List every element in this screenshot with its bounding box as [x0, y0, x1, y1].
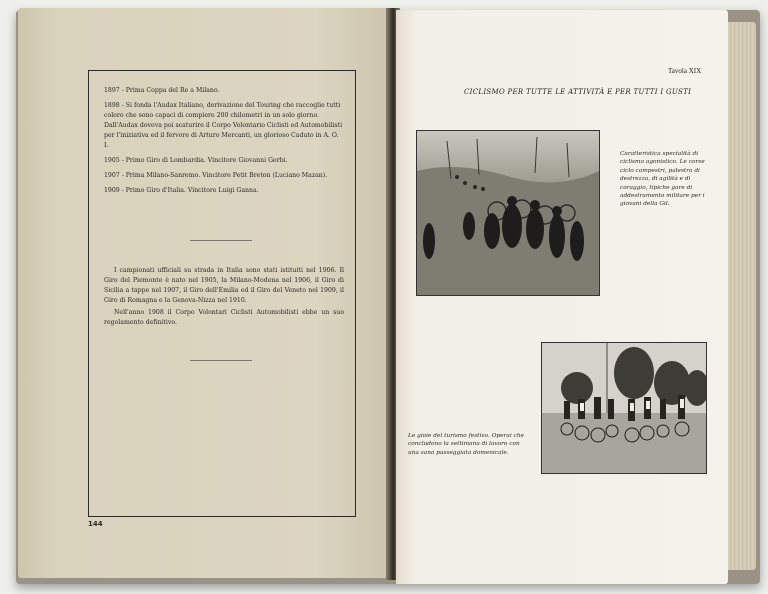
- divider: [190, 360, 252, 361]
- chronology-entry: 1898 - Si fonda l'Audax Italiano, derivazione del Touring che raccoglie tutti coloro che sono capaci di compiere 200 chilometri in un solo giorno. Dall'Audax doveva poi scaturire il Corpo Volontario Ciclisti ed Automobilisti per l'iniziativa ed il fervore di Arturo Mercanti, un glorioso Caduto in A. O. I.: [104, 102, 343, 149]
- chronology-entry: 1897 - Prima Coppa del Re a Milano.: [104, 87, 220, 94]
- plate-heading: CICLISMO PER TUTTE LE ATTIVITÀ E PER TUTTI I GUSTI: [464, 88, 692, 96]
- paragraph-regulation: Nell'anno 1908 il Corpo Volontari Ciclisti Automobilisti ebbe un suo regolamento definitivo.: [104, 309, 344, 326]
- chronology-list: [104, 86, 344, 201]
- chronology-entry: 1909 - Primo Giro d'Italia. Vincitore Luigi Ganna.: [104, 187, 259, 194]
- paragraph-championships: I campionati ufficiali su strada in Italia sono stati istituiti nel 1906. Il Giro del Piemonte è nato nel 1905, la Milano-Modena nel 1906, il Giro di Sicilia a tappe nel 1907, il Giro dell'Emilia ed il Giro del Veneto nel 1909, il Giro di Romagna e la Genova-Nizza nel 1910.: [104, 267, 344, 304]
- right-page: [396, 10, 728, 584]
- plate-label: Tavola XIX: [668, 67, 702, 75]
- chronology-entry: 1907 - Prima Milano-Sanremo. Vincitore Petit Breton (Luciano Mazan).: [104, 172, 328, 179]
- page-number: 144: [88, 520, 103, 528]
- divider: [190, 240, 252, 241]
- photo-cyclocross: [416, 130, 600, 296]
- caption-cyclocross: Caratteristica specialità di ciclismo agonistico. Le corse ciclo campestri, palestra di destrezza, di agilità e di coraggio, tipiche gare di addestramento militare per i giovani della Gil.: [620, 151, 705, 208]
- caption-sunday-ride: Le gioie del turismo festivo. Operai che concludono la settimana di lavoro con una sana passeggiata domenicale.: [408, 433, 524, 456]
- photo-sunday-ride: [541, 342, 707, 474]
- chronology-entry: 1905 - Primo Giro di Lombardia. Vincitore Giovanni Gerbi.: [104, 157, 288, 164]
